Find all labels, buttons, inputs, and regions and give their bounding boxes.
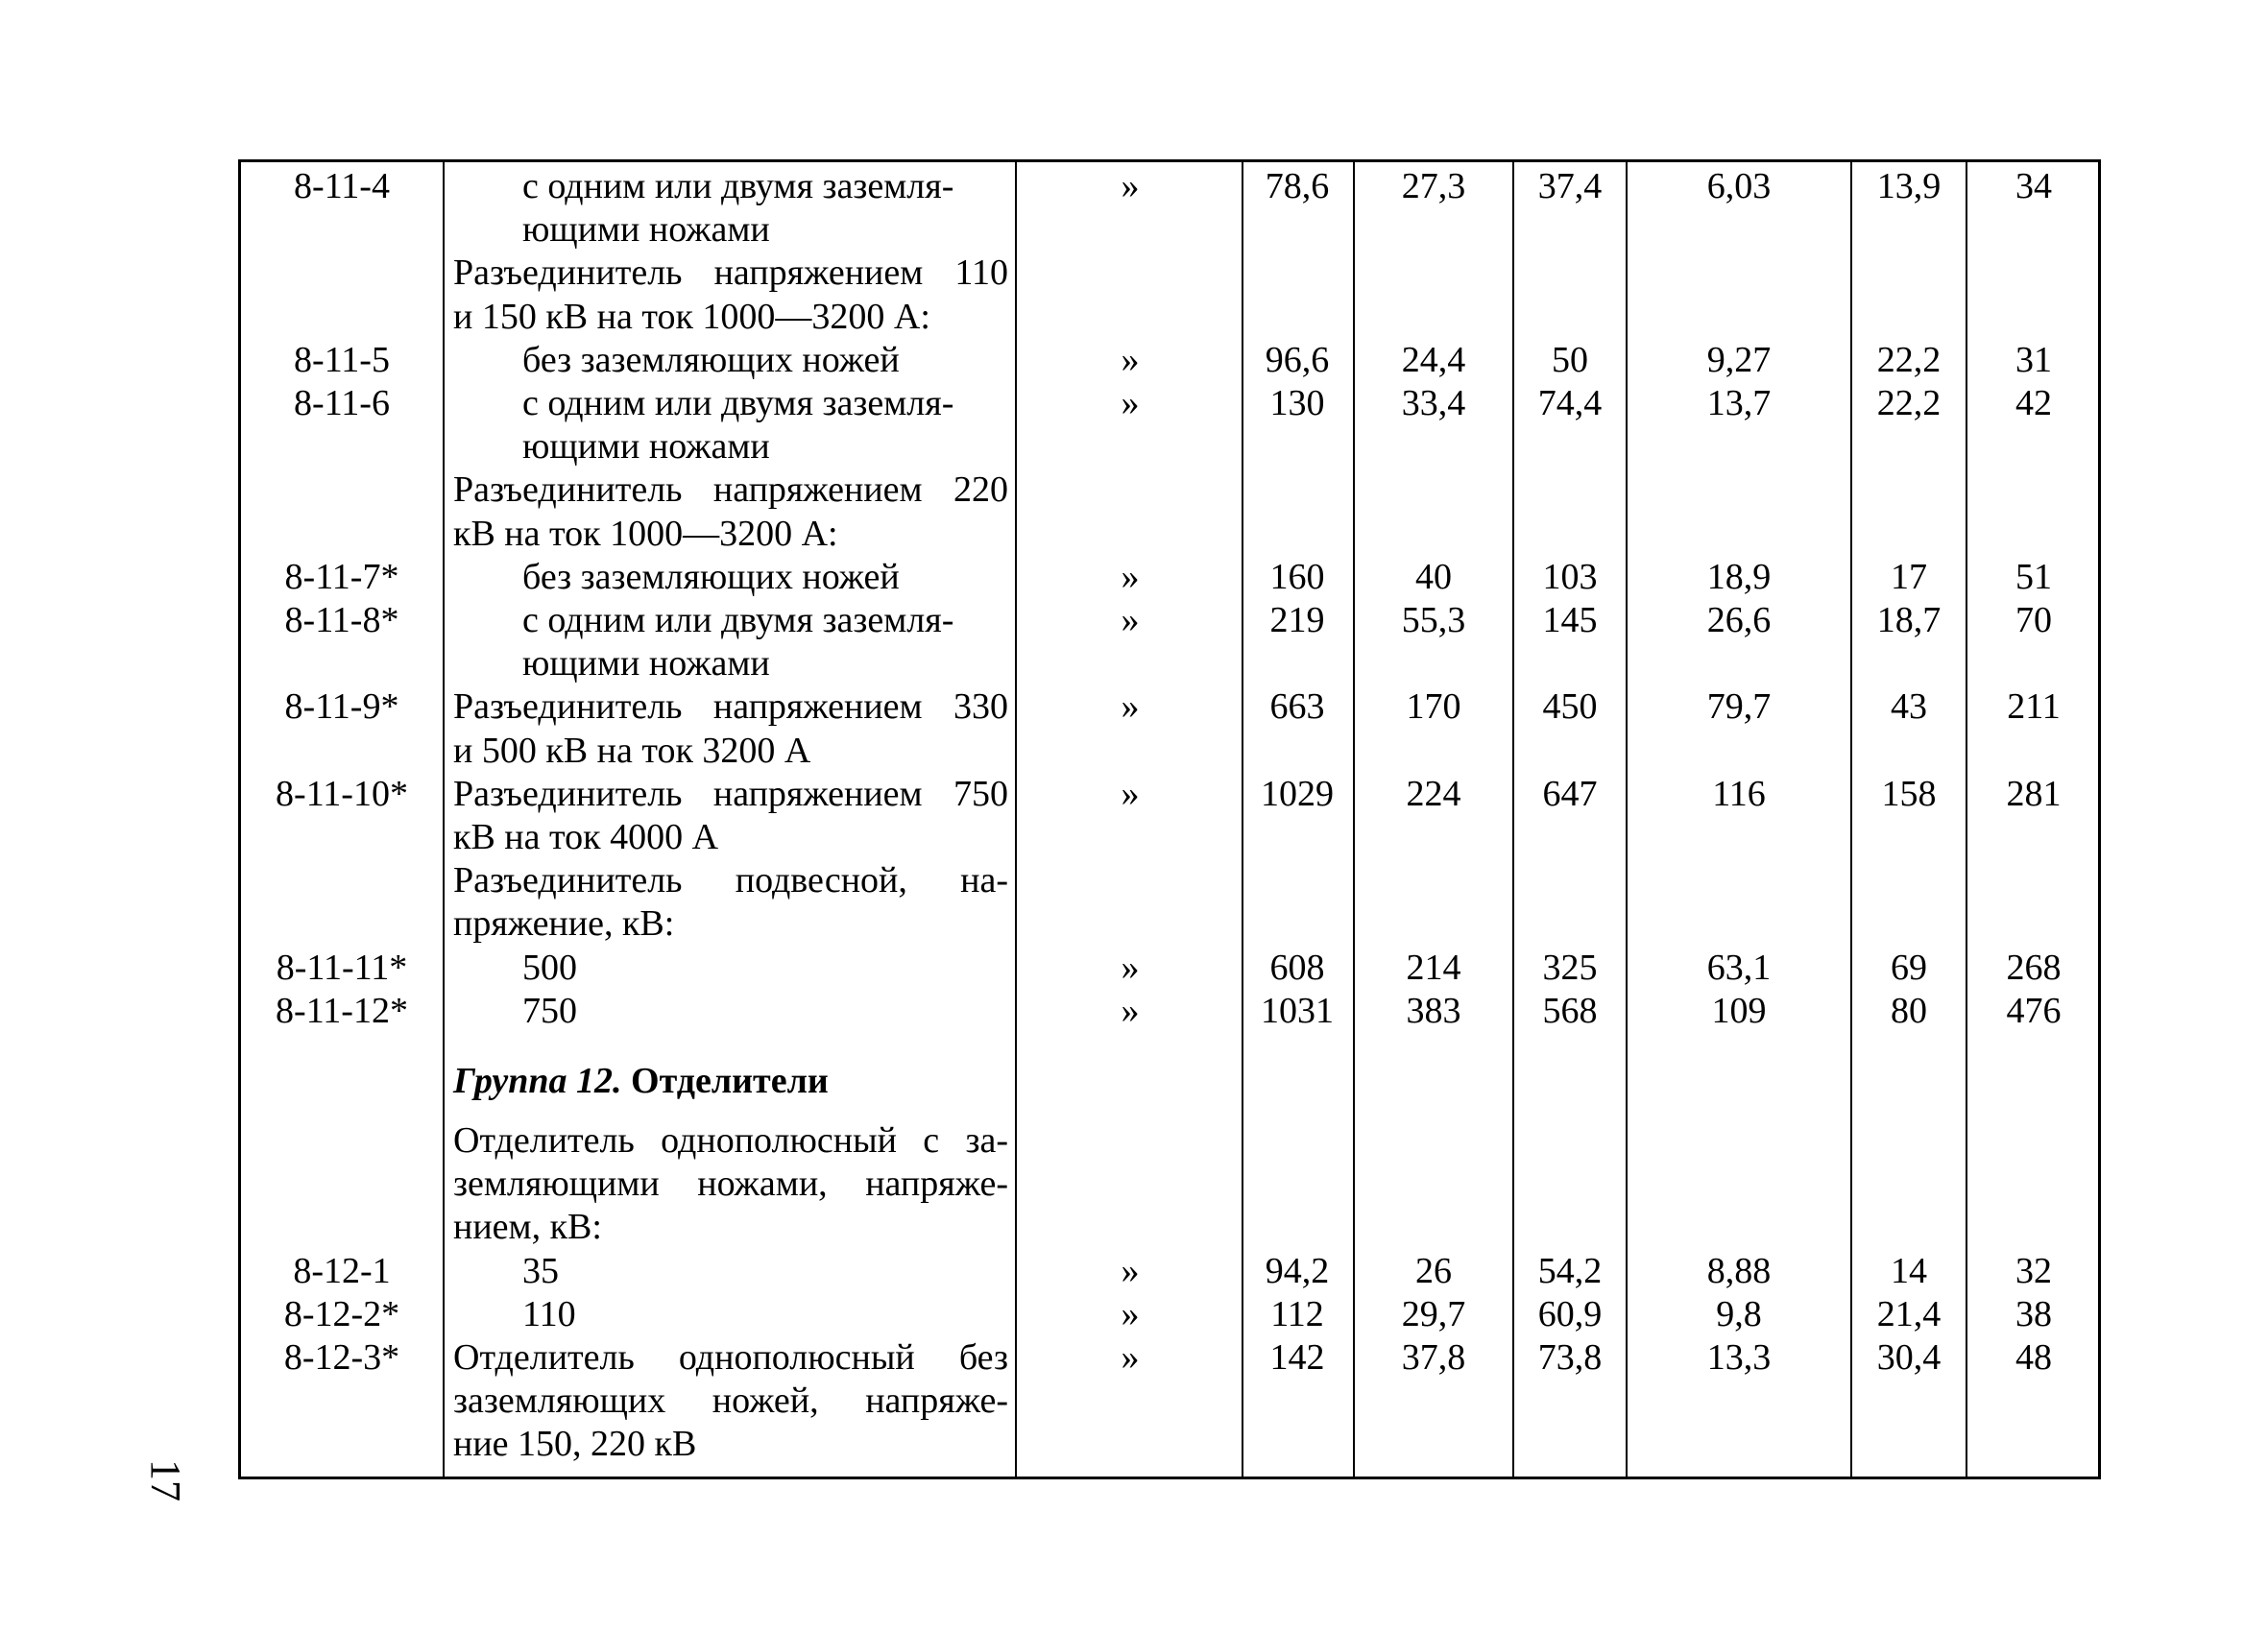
row-value: 18,9: [1706, 556, 1772, 597]
row-value: 40: [1415, 556, 1452, 597]
row-value: 158: [1881, 773, 1937, 814]
column-divider: [1626, 162, 1628, 1477]
row-value: 69: [1891, 947, 1927, 988]
row-unit: »: [1121, 383, 1140, 423]
row-value: 80: [1891, 990, 1927, 1031]
row-value: 130: [1269, 383, 1325, 423]
row-value: 54,2: [1537, 1250, 1603, 1291]
row-description-line: 500: [522, 947, 577, 988]
group-heading: [453, 1060, 829, 1103]
row-value: 450: [1542, 686, 1598, 728]
row-value: 9,27: [1706, 339, 1772, 380]
row-code: 8-11-7*: [284, 556, 399, 597]
row-value: 32: [2015, 1250, 2052, 1291]
row-value: 55,3: [1401, 600, 1466, 640]
row-value: 383: [1406, 990, 1461, 1031]
row-unit: »: [1121, 600, 1140, 640]
row-code: 8-12-3*: [283, 1337, 400, 1378]
row-value: 14: [1891, 1250, 1927, 1291]
row-code: 8-11-10*: [276, 773, 408, 814]
row-value: 1029: [1261, 773, 1334, 814]
row-description-line: с одним или двумя заземля-: [522, 600, 954, 640]
row-description-line: 750: [522, 990, 577, 1031]
row-value: 17: [1891, 556, 1927, 597]
row-description-line: и 500 кВ на ток 3200 А: [453, 730, 811, 771]
row-description-line: Отделитель однополюсный без: [453, 1337, 1008, 1378]
row-value: 145: [1542, 600, 1598, 640]
row-value: 34: [2015, 166, 2052, 206]
row-unit: »: [1121, 556, 1140, 597]
row-value: 26,6: [1706, 600, 1772, 640]
row-code: 8-11-9*: [284, 686, 399, 728]
row-value: 31: [2015, 339, 2052, 380]
row-value: 73,8: [1537, 1337, 1603, 1378]
row-description-line: ющими ножами: [522, 209, 770, 251]
row-value: 94,2: [1265, 1250, 1330, 1291]
row-value: 142: [1269, 1337, 1325, 1378]
row-value: 281: [2006, 773, 2062, 814]
row-value: 60,9: [1537, 1293, 1603, 1334]
row-unit: »: [1121, 1337, 1140, 1378]
row-value: 6,03: [1706, 166, 1772, 206]
row-value: 79,7: [1706, 686, 1772, 728]
row-value: 74,4: [1537, 383, 1603, 423]
row-value: 22,2: [1876, 339, 1942, 380]
row-value: 21,4: [1876, 1293, 1942, 1334]
row-value: 211: [2007, 686, 2061, 728]
row-value: 50: [1552, 339, 1588, 380]
row-description-line: 110: [522, 1293, 576, 1334]
row-unit: »: [1121, 990, 1140, 1031]
row-description-line: Отделитель однополюсный с за-: [453, 1120, 1008, 1161]
row-value: 51: [2015, 556, 2052, 597]
column-divider: [1015, 162, 1017, 1477]
row-value: 160: [1269, 556, 1325, 597]
row-description-line: кВ на ток 1000—3200 А:: [453, 513, 838, 554]
row-code: 8-11-12*: [276, 990, 408, 1031]
row-value: 70: [2015, 600, 2052, 640]
row-value: 476: [2006, 990, 2062, 1031]
row-code: 8-11-4: [294, 166, 390, 206]
row-value: 8,88: [1706, 1250, 1772, 1291]
row-description-line: пряжение, кВ:: [453, 903, 675, 945]
row-description-line: Разъединитель подвесной, на-: [453, 860, 1008, 901]
row-unit: »: [1121, 1293, 1140, 1334]
row-unit: »: [1121, 947, 1140, 988]
row-unit: »: [1121, 686, 1140, 728]
row-description-line: кВ на ток 4000 А: [453, 817, 719, 857]
row-value: 37,4: [1537, 166, 1603, 206]
row-unit: »: [1121, 1250, 1140, 1291]
row-description-line: без заземляющих ножей: [522, 556, 900, 597]
column-divider: [443, 162, 445, 1477]
row-description-line: Разъединитель напряжением 220: [453, 469, 1008, 511]
row-value: 224: [1406, 773, 1461, 814]
row-description-line: ние 150, 220 кВ: [453, 1424, 697, 1465]
column-divider: [1512, 162, 1514, 1477]
row-code: 8-11-5: [294, 339, 390, 380]
row-value: 43: [1891, 686, 1927, 728]
row-description-line: с одним или двумя заземля-: [522, 166, 954, 206]
group-prefix: Группа 12.: [453, 1061, 622, 1101]
row-value: 78,6: [1265, 166, 1330, 206]
row-value: 27,3: [1401, 166, 1466, 206]
row-value: 13,9: [1876, 166, 1942, 206]
column-divider: [1353, 162, 1355, 1477]
row-value: 48: [2015, 1337, 2052, 1378]
row-code: 8-12-1: [293, 1250, 391, 1291]
row-code: 8-12-2*: [283, 1293, 400, 1334]
row-value: 29,7: [1401, 1293, 1466, 1334]
row-value: 608: [1269, 947, 1325, 988]
column-divider: [1850, 162, 1852, 1477]
page-number: 17: [142, 1459, 189, 1501]
row-value: 112: [1270, 1293, 1324, 1334]
row-value: 63,1: [1706, 947, 1772, 988]
row-description-line: Разъединитель напряжением 110: [453, 252, 1008, 294]
row-value: 1031: [1261, 990, 1334, 1031]
row-code: 8-11-6: [294, 383, 390, 423]
row-value: 13,7: [1706, 383, 1772, 423]
row-value: 13,3: [1706, 1337, 1772, 1378]
row-value: 214: [1406, 947, 1461, 988]
row-value: 568: [1542, 990, 1598, 1031]
row-value: 103: [1542, 556, 1598, 597]
row-value: 9,8: [1716, 1293, 1762, 1334]
row-value: 219: [1269, 600, 1325, 640]
row-description-line: 35: [522, 1250, 559, 1291]
row-value: 30,4: [1876, 1337, 1942, 1378]
row-description-line: без заземляющих ножей: [522, 339, 900, 380]
row-value: 96,6: [1265, 339, 1330, 380]
row-description-line: ющими ножами: [522, 643, 770, 684]
row-value: 42: [2015, 383, 2052, 423]
row-description-line: и 150 кВ на ток 1000—3200 А:: [453, 296, 930, 337]
row-value: 38: [2015, 1293, 2052, 1334]
row-value: 37,8: [1401, 1337, 1466, 1378]
row-description-line: Разъединитель напряжением 330: [453, 686, 1008, 728]
row-value: 24,4: [1401, 339, 1466, 380]
row-description-line: заземляющих ножей, напряже-: [453, 1381, 1008, 1422]
row-code: 8-11-8*: [284, 600, 399, 640]
column-divider: [1966, 162, 1967, 1477]
row-unit: »: [1121, 773, 1140, 814]
row-code: 8-11-11*: [276, 947, 408, 988]
row-value: 116: [1712, 773, 1766, 814]
row-description-line: нием, кВ:: [453, 1207, 602, 1248]
row-value: 170: [1406, 686, 1461, 728]
row-value: 33,4: [1401, 383, 1466, 423]
row-value: 26: [1415, 1250, 1452, 1291]
row-value: 325: [1542, 947, 1598, 988]
row-value: 18,7: [1876, 600, 1942, 640]
row-value: 268: [2006, 947, 2062, 988]
row-description-line: ющими ножами: [522, 426, 770, 468]
row-unit: »: [1121, 339, 1140, 380]
row-value: 647: [1542, 773, 1598, 814]
row-unit: »: [1121, 166, 1140, 206]
row-value: 22,2: [1876, 383, 1942, 423]
row-description-line: с одним или двумя заземля-: [522, 383, 954, 423]
row-value: 663: [1269, 686, 1325, 728]
row-description-line: земляющими ножами, напряже-: [453, 1164, 1008, 1205]
row-description-line: Разъединитель напряжением 750: [453, 773, 1008, 814]
row-value: 109: [1711, 990, 1767, 1031]
group-name: Отделители: [621, 1061, 829, 1101]
